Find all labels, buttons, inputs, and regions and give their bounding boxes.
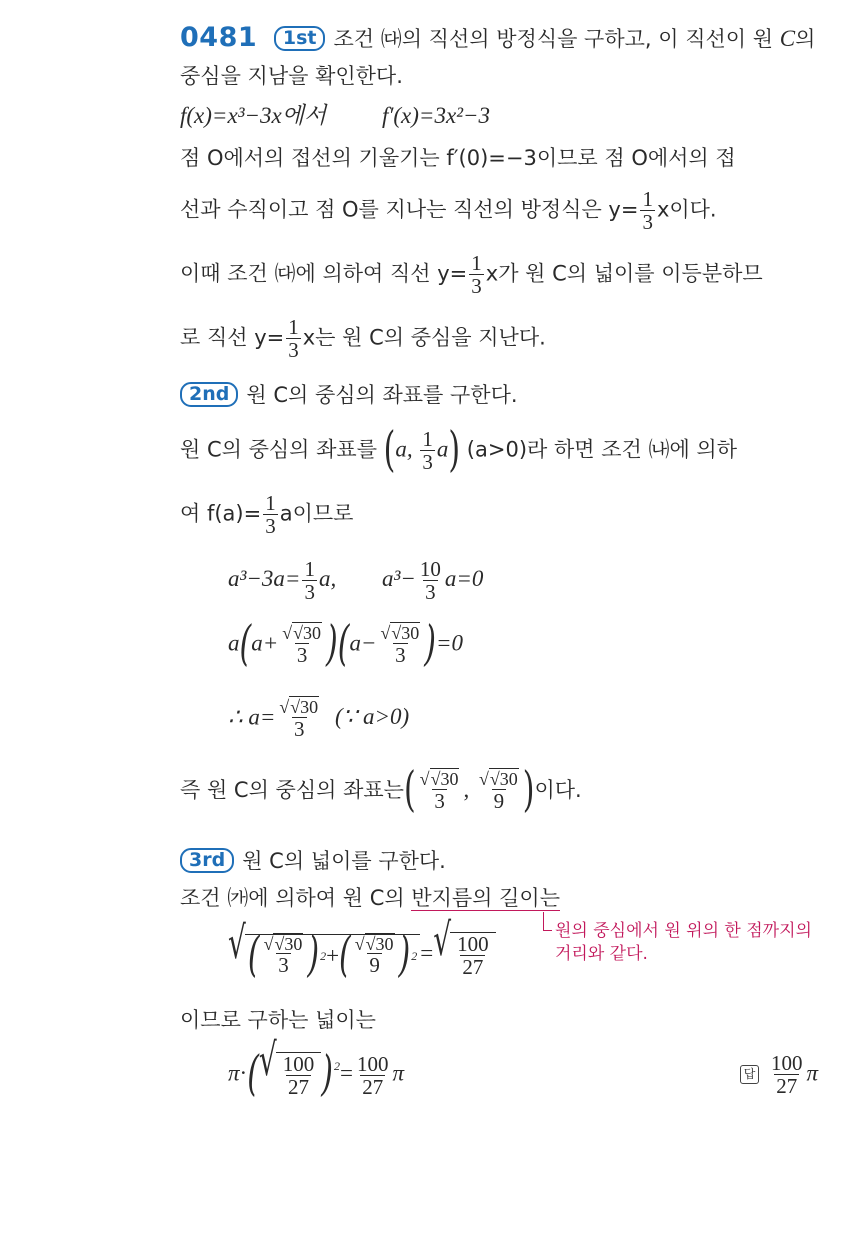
numerator: √√30 [354, 933, 394, 954]
note-line-1: 원의 중심에서 원 위의 한 점까지의 [555, 921, 812, 941]
radius-expression: √ ( $\frac{√√30}{3}$ ) 2 + ( $\frac{√√30}{9}$ ) 2 = √ $\frac{100}{27}$ [228, 932, 496, 978]
numerator: 100 [282, 1052, 315, 1076]
numerator: 1 [422, 427, 433, 451]
equation-1 [228, 558, 483, 603]
numerator: 1 [304, 557, 315, 581]
pass-line [180, 316, 546, 361]
step2-header [180, 382, 518, 407]
numerator: 10 [419, 557, 441, 581]
eq3-left: ∴ a= [228, 704, 276, 730]
denominator: 3 [642, 210, 653, 235]
denominator: 27 [288, 1075, 310, 1100]
problem-number: 0481 [180, 22, 258, 53]
fraction-one-third [640, 188, 655, 233]
step3-header [180, 848, 446, 873]
eq1-mid: a, [318, 565, 337, 591]
fraction-sqrt30-over-3 [379, 624, 423, 666]
sqrt-value: √30 [489, 769, 518, 789]
eq3-reason: (∵ a>0) [334, 704, 410, 730]
numerator: 100 [771, 1051, 803, 1075]
fraction-100-over-27 [455, 933, 491, 978]
outer-sqrt: √ ( $\frac{√√30}{3}$ ) 2 + ( $\frac{√√30}{9}$ ) 2 [228, 934, 420, 977]
step2-badge: 2nd [180, 382, 238, 407]
sqrt-value: √30 [290, 697, 319, 717]
sqrt-value: √30 [274, 933, 303, 954]
annotation-note [555, 920, 812, 966]
step1-title: 조건 ㈐의 직선의 방정식을 구하고, 이 직선이 원 [333, 27, 774, 51]
numerator: √√30 [380, 623, 420, 643]
fraction-one-third [286, 316, 301, 361]
note-line-2: 거리와 같다. [555, 943, 648, 964]
pass-text: 로 직선 y= [180, 325, 285, 350]
radius-text: 조건 ㈎에 의하여 원 C의 [180, 886, 412, 910]
fraction-ten-thirds [418, 558, 443, 603]
fraction-sqrt30-over-3 [277, 698, 321, 740]
denominator: 27 [362, 1074, 384, 1099]
denominator: 3 [294, 716, 305, 741]
fraction-sqrt30-over-3 [262, 935, 306, 977]
denominator: 3 [422, 450, 433, 475]
answer-mark-icon: 답 [740, 1065, 759, 1084]
numerator: √√30 [419, 769, 459, 789]
numerator: √√30 [263, 933, 303, 954]
center-result-end: 이다. [534, 777, 582, 802]
center-text: 원 C의 중심의 좌표를 [180, 437, 377, 462]
condition-text-end: x가 원 C의 넓이를 이등분하므 [485, 261, 763, 286]
eq1-right-b: a=0 [444, 565, 484, 591]
numerator: 1 [471, 251, 482, 275]
step2-title: 원 C의 중심의 좌표를 구한다. [246, 383, 518, 407]
fx-line [180, 104, 490, 127]
slope-line: 점 O에서의 접선의 기울기는 f′(0)=−3이므로 점 O에서의 접 [180, 146, 736, 170]
numerator: √√30 [282, 623, 322, 643]
area-expression: π·( √ $\frac{100}{27}$ )$^2$= $\frac{100}{27}$ π [228, 1033, 404, 1103]
perp-line-text: 선과 수직이고 점 O를 지나는 직선의 방정식은 y= [180, 197, 639, 222]
note-connector [543, 912, 552, 931]
sqrt-value: √30 [391, 623, 420, 643]
fraction-sqrt30-over-3 [280, 624, 324, 666]
fraction-100-over-27 [281, 1053, 317, 1098]
fraction-sqrt30-over-9 [477, 770, 521, 812]
sqrt-value: √30 [430, 769, 459, 789]
perp-line-text-end: x이다. [656, 197, 717, 222]
denominator: 27 [462, 955, 484, 980]
fraction-sqrt30-over-9 [353, 935, 397, 977]
step3-title: 원 C의 넓이를 구한다. [242, 849, 446, 873]
fpx-definition: f′(x)=3x²−3 [381, 103, 491, 128]
pi-symbol: π [806, 1060, 819, 1086]
step1-badge: 1st [274, 26, 326, 51]
perp-line [180, 188, 717, 233]
fraction-one-third [420, 428, 435, 473]
step3-badge: 3rd [180, 848, 234, 873]
fa-text-end: a이므로 [279, 501, 354, 526]
step1-title-line2: 중심을 지남을 확인한다. [180, 64, 403, 88]
fa-line [180, 492, 353, 537]
center-text-end: (a>0)라 하면 조건 ㈏에 의하 [466, 437, 737, 462]
sqrt-value: √30 [293, 623, 322, 643]
fraction-100-over-27 [769, 1052, 805, 1097]
area-sqrt: √ $\frac{100}{27}$ [259, 1052, 321, 1098]
denominator: 9 [369, 953, 380, 978]
answer [740, 1052, 818, 1097]
denominator: 3 [265, 514, 276, 539]
step1-title-var: C [779, 26, 796, 51]
numerator: 1 [265, 491, 276, 515]
left-paren: ( [383, 421, 396, 478]
denominator: 9 [493, 788, 505, 813]
numerator: 1 [642, 187, 653, 211]
condition-line [180, 252, 763, 297]
center-result-text: 즉 원 C의 중심의 좌표는 [180, 777, 404, 802]
denominator: 3 [395, 642, 406, 667]
denominator: 3 [425, 580, 436, 605]
pass-text-end: x는 원 C의 중심을 지난다. [302, 325, 546, 350]
numerator: 1 [288, 315, 299, 339]
fa-text: 여 f(a)= [180, 501, 262, 526]
center-line: 원 C의 중심의 좌표를 (a, $\frac{1}{3}$ a) (a>0)라 하면 조건 ㈏에 의하 [180, 421, 737, 478]
problem-header [180, 24, 815, 51]
area-intro: 이므로 구하는 넓이는 [180, 1008, 376, 1032]
numerator: 100 [457, 932, 489, 956]
radius-underlined: 반지름의 길이는 [411, 886, 561, 910]
numerator: 100 [356, 1051, 389, 1076]
denominator: 3 [278, 953, 289, 978]
radius-line [180, 888, 560, 909]
right-paren: ) [448, 421, 461, 478]
fraction-100-over-27 [355, 1053, 391, 1098]
eq1-left: a³−3a= [228, 565, 301, 591]
denominator: 3 [296, 642, 308, 667]
fx-definition: f(x)=x³−3x에서 [180, 103, 327, 128]
numerator: √√30 [478, 769, 518, 789]
numerator: √√30 [279, 697, 319, 717]
equation-3 [228, 698, 409, 740]
fraction-one-third [263, 492, 278, 537]
pi-symbol: π [392, 1060, 404, 1086]
center-result-line: 즉 원 C의 중심의 좌표는( $\frac{√√30}{3}$ , $\frac{√√30}{9}$ )이다. [180, 762, 582, 819]
fraction-one-third [302, 558, 317, 603]
fraction-sqrt30-over-3 [418, 770, 462, 812]
condition-text: 이때 조건 ㈐에 의하여 직선 y= [180, 261, 468, 286]
eq1-right-a: a³− [381, 565, 416, 591]
denominator: 3 [434, 788, 445, 813]
denominator: 3 [471, 274, 482, 299]
pi-symbol: π [228, 1060, 240, 1086]
step1-title-end: 의 [795, 27, 816, 51]
result-sqrt: √ $\frac{100}{27}$ [433, 932, 495, 978]
eq2-rhs: =0 [436, 630, 464, 656]
equation-2: a(a+ $\frac{√√30}{3}$ )(a− $\frac{√√30}{3}$ )=0 [228, 616, 464, 673]
fraction-one-third [469, 252, 484, 297]
denominator: 3 [288, 338, 299, 363]
denominator: 27 [776, 1074, 798, 1099]
sqrt-value: √30 [365, 933, 394, 954]
denominator: 3 [304, 580, 315, 605]
